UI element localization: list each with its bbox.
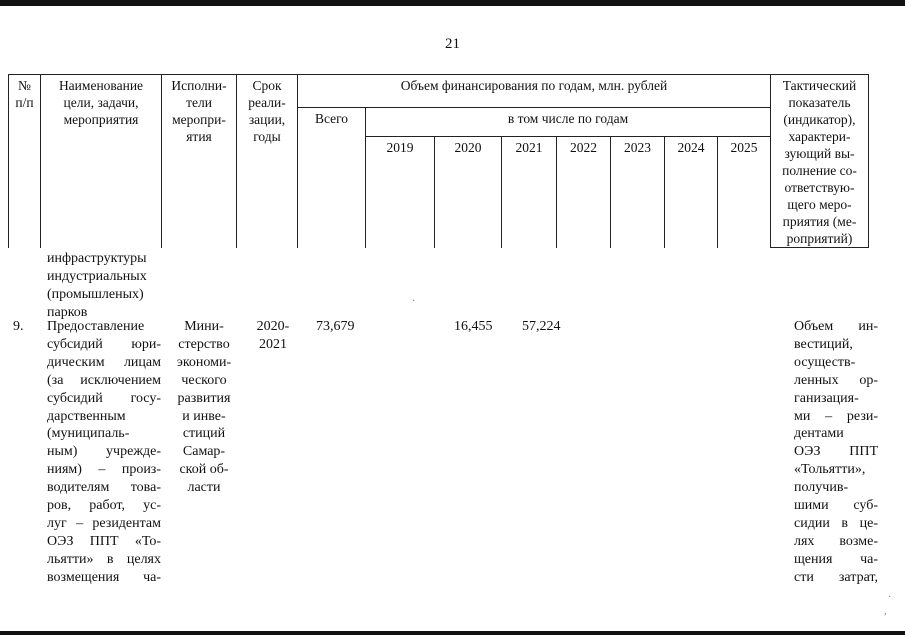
header-year-2022: 2022 [557,137,611,248]
header-indicator: Тактический показатель (индикатор), характери-зующий вы-полнение со-ответствую-щего меро-приятия (ме-роприятий) [771,75,869,248]
row9-total: 73,679 [316,319,355,334]
header-financing: Объем финансирования по годам, млн. рублей [298,75,771,108]
top-border [0,0,905,6]
header-year-2024: 2024 [665,137,718,248]
row9-executor: Мини- стерство экономи- ческого развития и инве- стиций Самар- ской об- ласти [176,319,232,496]
scan-speck: · [888,592,892,603]
page-number: 21 [445,36,460,52]
header-num: № п/п [9,75,41,248]
row9-num: 9. [13,319,24,334]
header-year-2023: 2023 [611,137,665,248]
header-total: Всего [298,108,366,248]
header-term: Срок реали-зации, годы [237,75,298,248]
row9-2020: 16,455 [454,319,493,334]
row9-indicator: Объем ин- вестиций, осуществ- ленных ор- ганизация- ми – рези- дентами ОЭЗ ППТ «Тольятти», получив- шими суб- сидии в це- лях возме- щения ча- сти затрат, [794,319,878,585]
row9-term: 2020- 2021 [256,319,290,352]
header-year-2021: 2021 [502,137,557,248]
header-including: в том числе по годам [366,108,771,137]
header-year-2020: 2020 [435,137,502,248]
header-year-2025: 2025 [718,137,771,248]
header-executors: Исполни-тели меропри-ятия [162,75,237,248]
row9-2021: 57,224 [522,319,561,334]
continued-name-text: инфраструктуры индустриальных (промышленых) парков [47,251,147,320]
scan-speck: , [884,606,887,617]
table-header [8,74,869,248]
header-name: Наименование цели, задачи, мероприятия [41,75,162,248]
row9-name: Предоставление субсидий юри- дическим лицам (за исключением субсидий госу- дарственным (муниципаль- ным) учрежде- ниям) – произ- водителям това- ров, работ, ус- луг – резидентам ОЭЗ ППТ «То- льятти» в целях возмещения ча- [47,319,161,585]
header-year-2019: 2019 [366,137,435,248]
scan-speck: · [412,296,416,307]
bottom-border [0,631,905,635]
